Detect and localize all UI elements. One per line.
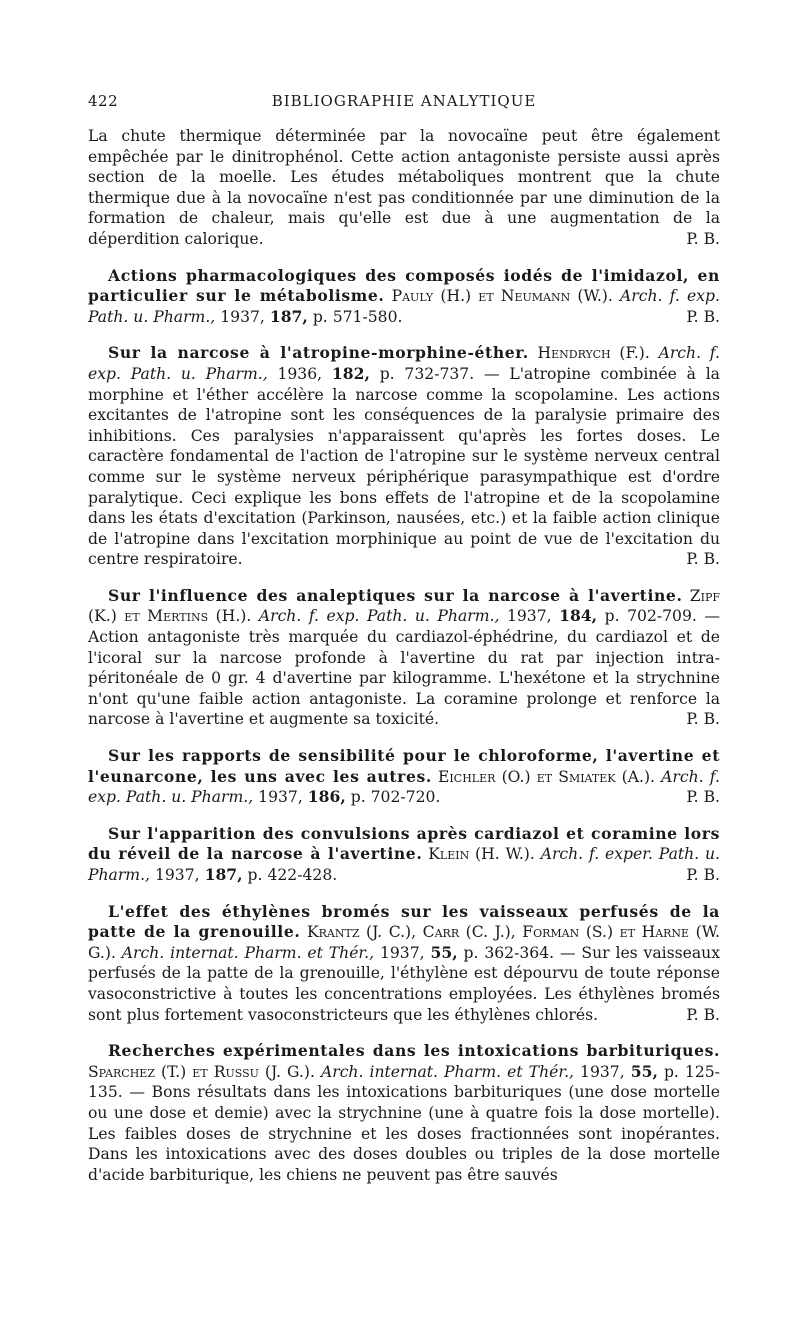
bibliography-entry [88, 1041, 720, 1185]
entry-pages: p. 702-720. [350, 788, 441, 807]
entry-year: 1937, [154, 866, 200, 884]
entry-journal: Arch. internat. Pharm. et Thér., [121, 943, 375, 962]
entry-authors: Klein (H. W.). [428, 845, 535, 864]
entry-summary: — Bons résultats dans les intoxications barbituriques (une dose mortelle ou une dose et demie) avec la strychnine (une à quatre fois la dose mortelle). Les faibles doses de strychnine et les doses fractionnées sont inopérantes. Dans les intoxications avec des doses doubles ou triples de la dose mortelle d'acide barbiturique, les chiens ne peuvent pas être sauvés [88, 1083, 720, 1184]
entry-year: 1937, [506, 607, 552, 626]
intro-paragraph [88, 126, 720, 250]
entry-title: Recherches expérimentales dans les intoxications barbituriques. [108, 1041, 720, 1061]
bibliography-entry [88, 746, 720, 808]
bibliography-entry [88, 266, 720, 328]
entry-journal: Arch. f. exp. Path. u. Pharm., [258, 607, 500, 626]
signature: P. B. [686, 229, 720, 248]
bibliography-entry [88, 343, 720, 570]
bibliography-entry [88, 824, 720, 886]
entry-journal: Arch. f. exp. Path. u. Pharm., [88, 767, 720, 807]
document-page [88, 92, 720, 1201]
entry-list [88, 266, 720, 1186]
page-body [88, 126, 720, 1185]
entry-journal: Arch. f. exp. Path. u. Pharm., [88, 287, 720, 326]
intro-text: La chute thermique déterminée par la novocaïne peut être également empêchée par le dinitrophénol. Cette action antagoniste persiste aussi après section de la moelle. Les études métaboliques montrent que la chute thermique due à la novocaïne n'est pas conditionnée par une diminution de la formation de chaleur, mais qu'elle est due à une augmentation de la déperdition calorique. [88, 127, 720, 248]
page-header [88, 92, 720, 120]
entry-title: Sur l'influence des analeptiques sur la narcose à l'avertine. [108, 585, 683, 605]
entry-year: 1937, [379, 943, 425, 962]
entry-volume: 182, [331, 363, 370, 383]
entry-pages: p. 422-428. [247, 866, 338, 884]
entry-volume: 184, [559, 606, 598, 626]
entry-year: 1937, [258, 788, 303, 807]
entry-authors: Eichler (O.) et Smiatek (A.). [438, 767, 655, 786]
entry-pages: p. 125-135. [88, 1062, 720, 1102]
signature: P. B. [686, 788, 720, 807]
page-number: 422 [88, 92, 119, 110]
running-title: BIBLIOGRAPHIE ANALYTIQUE [271, 92, 537, 110]
entry-volume: 187, [269, 306, 308, 326]
entry-volume: 186, [307, 787, 346, 807]
entry-title: Sur la narcose à l'atropine-morphine-éther. [108, 343, 529, 363]
signature: P. B. [686, 307, 720, 326]
entry-summary: — Sur les vaisseaux perfusés de la patte de la grenouille, l'éthylène est dépourvu de toute réponse vasoconstrictive à toutes les concentrations employées. Les éthylènes bromés sont plus fortement vasoconstricteurs que les éthylènes chlorés. [88, 943, 720, 1024]
entry-journal: Arch. internat. Pharm. et Thér., [320, 1062, 574, 1081]
entry-authors: Krantz (J. C.), Carr (C. J.), Forman (S.) et Harne (W. G.). [88, 923, 720, 962]
entry-pages: p. 702-709. [604, 607, 697, 626]
entry-pages: p. 362-364. [463, 943, 555, 962]
entry-journal: Arch. f. exper. Path. u. Pharm., [88, 845, 720, 884]
entry-summary: — Action antagoniste très marquée du cardiazol-éphédrine, du cardiazol et de l'icoral sur la narcose profonde à l'avertine du rat par injection intra-péritonéale de 0 gr. 4 d'avertine par kilogramme. L'hexétone et la strychnine n'ont qu'une faible action antagoniste. La coramine prolonge et renforce la narcose à l'avertine et augmente sa toxicité. [88, 607, 720, 729]
entry-pages: p. 571-580. [312, 307, 403, 326]
entry-year: 1937, [220, 307, 265, 326]
entry-volume: 55, [630, 1061, 658, 1081]
entry-title: Sur les rapports de sensibilité pour le chloroforme, l'avertine et l'eunarcone, les uns avec les autres. [88, 746, 720, 786]
entry-title: L'effet des éthylènes bromés sur les vaisseaux perfusés de la patte de la grenouille. [88, 901, 720, 942]
entry-title: Sur l'apparition des convulsions après cardiazol et coramine lors du réveil de la narcose à l'avertine. [88, 823, 720, 864]
entry-summary: — L'atropine combinée à la morphine et l'éther accélère la narcose comme la scopolamine. Les actions excitantes de l'atropine sont les conséquences de la paralysie primaire des inhibitions. Ces paralysies n'apparaissent qu'après les fortes doses. Le caractère fondamental de l'action de l'atropine sur le système nerveux central comme sur le système nerveux périphérique parasympathique est d'ordre paralytique. Ceci explique les bons effets de l'atropine et de la scopolamine dans les états d'excitation (Parkinson, nausées, etc.) et la faible action clinique de l'atropine dans l'excitation morphinique au point de vue de l'excitation du centre respiratoire. [88, 364, 720, 569]
entry-volume: 187, [204, 865, 243, 884]
signature: P. B. [686, 1005, 720, 1024]
bibliography-entry [88, 902, 720, 1026]
bibliography-entry [88, 586, 720, 730]
entry-authors: Pauly (H.) et Neumann (W.). [391, 287, 613, 306]
entry-authors: Zipf (K.) et Mertins (H.). [88, 586, 720, 626]
entry-pages: p. 732-737. [379, 364, 475, 383]
entry-authors: Hendrych (F.). [537, 344, 650, 363]
signature: P. B. [686, 710, 720, 729]
entry-volume: 55, [430, 942, 458, 962]
entry-year: 1936, [277, 364, 323, 383]
entry-year: 1937, [580, 1062, 625, 1081]
entry-title: Actions pharmacologiques des composés iodés de l'imidazol, en particulier sur le métabolisme. [88, 265, 720, 306]
signature: P. B. [686, 866, 720, 884]
entry-authors: Sparchez (T.) et Russu (J. G.). [88, 1062, 315, 1081]
entry-journal: Arch. f. exp. Path. u. Pharm., [88, 344, 720, 383]
signature: P. B. [686, 550, 720, 569]
